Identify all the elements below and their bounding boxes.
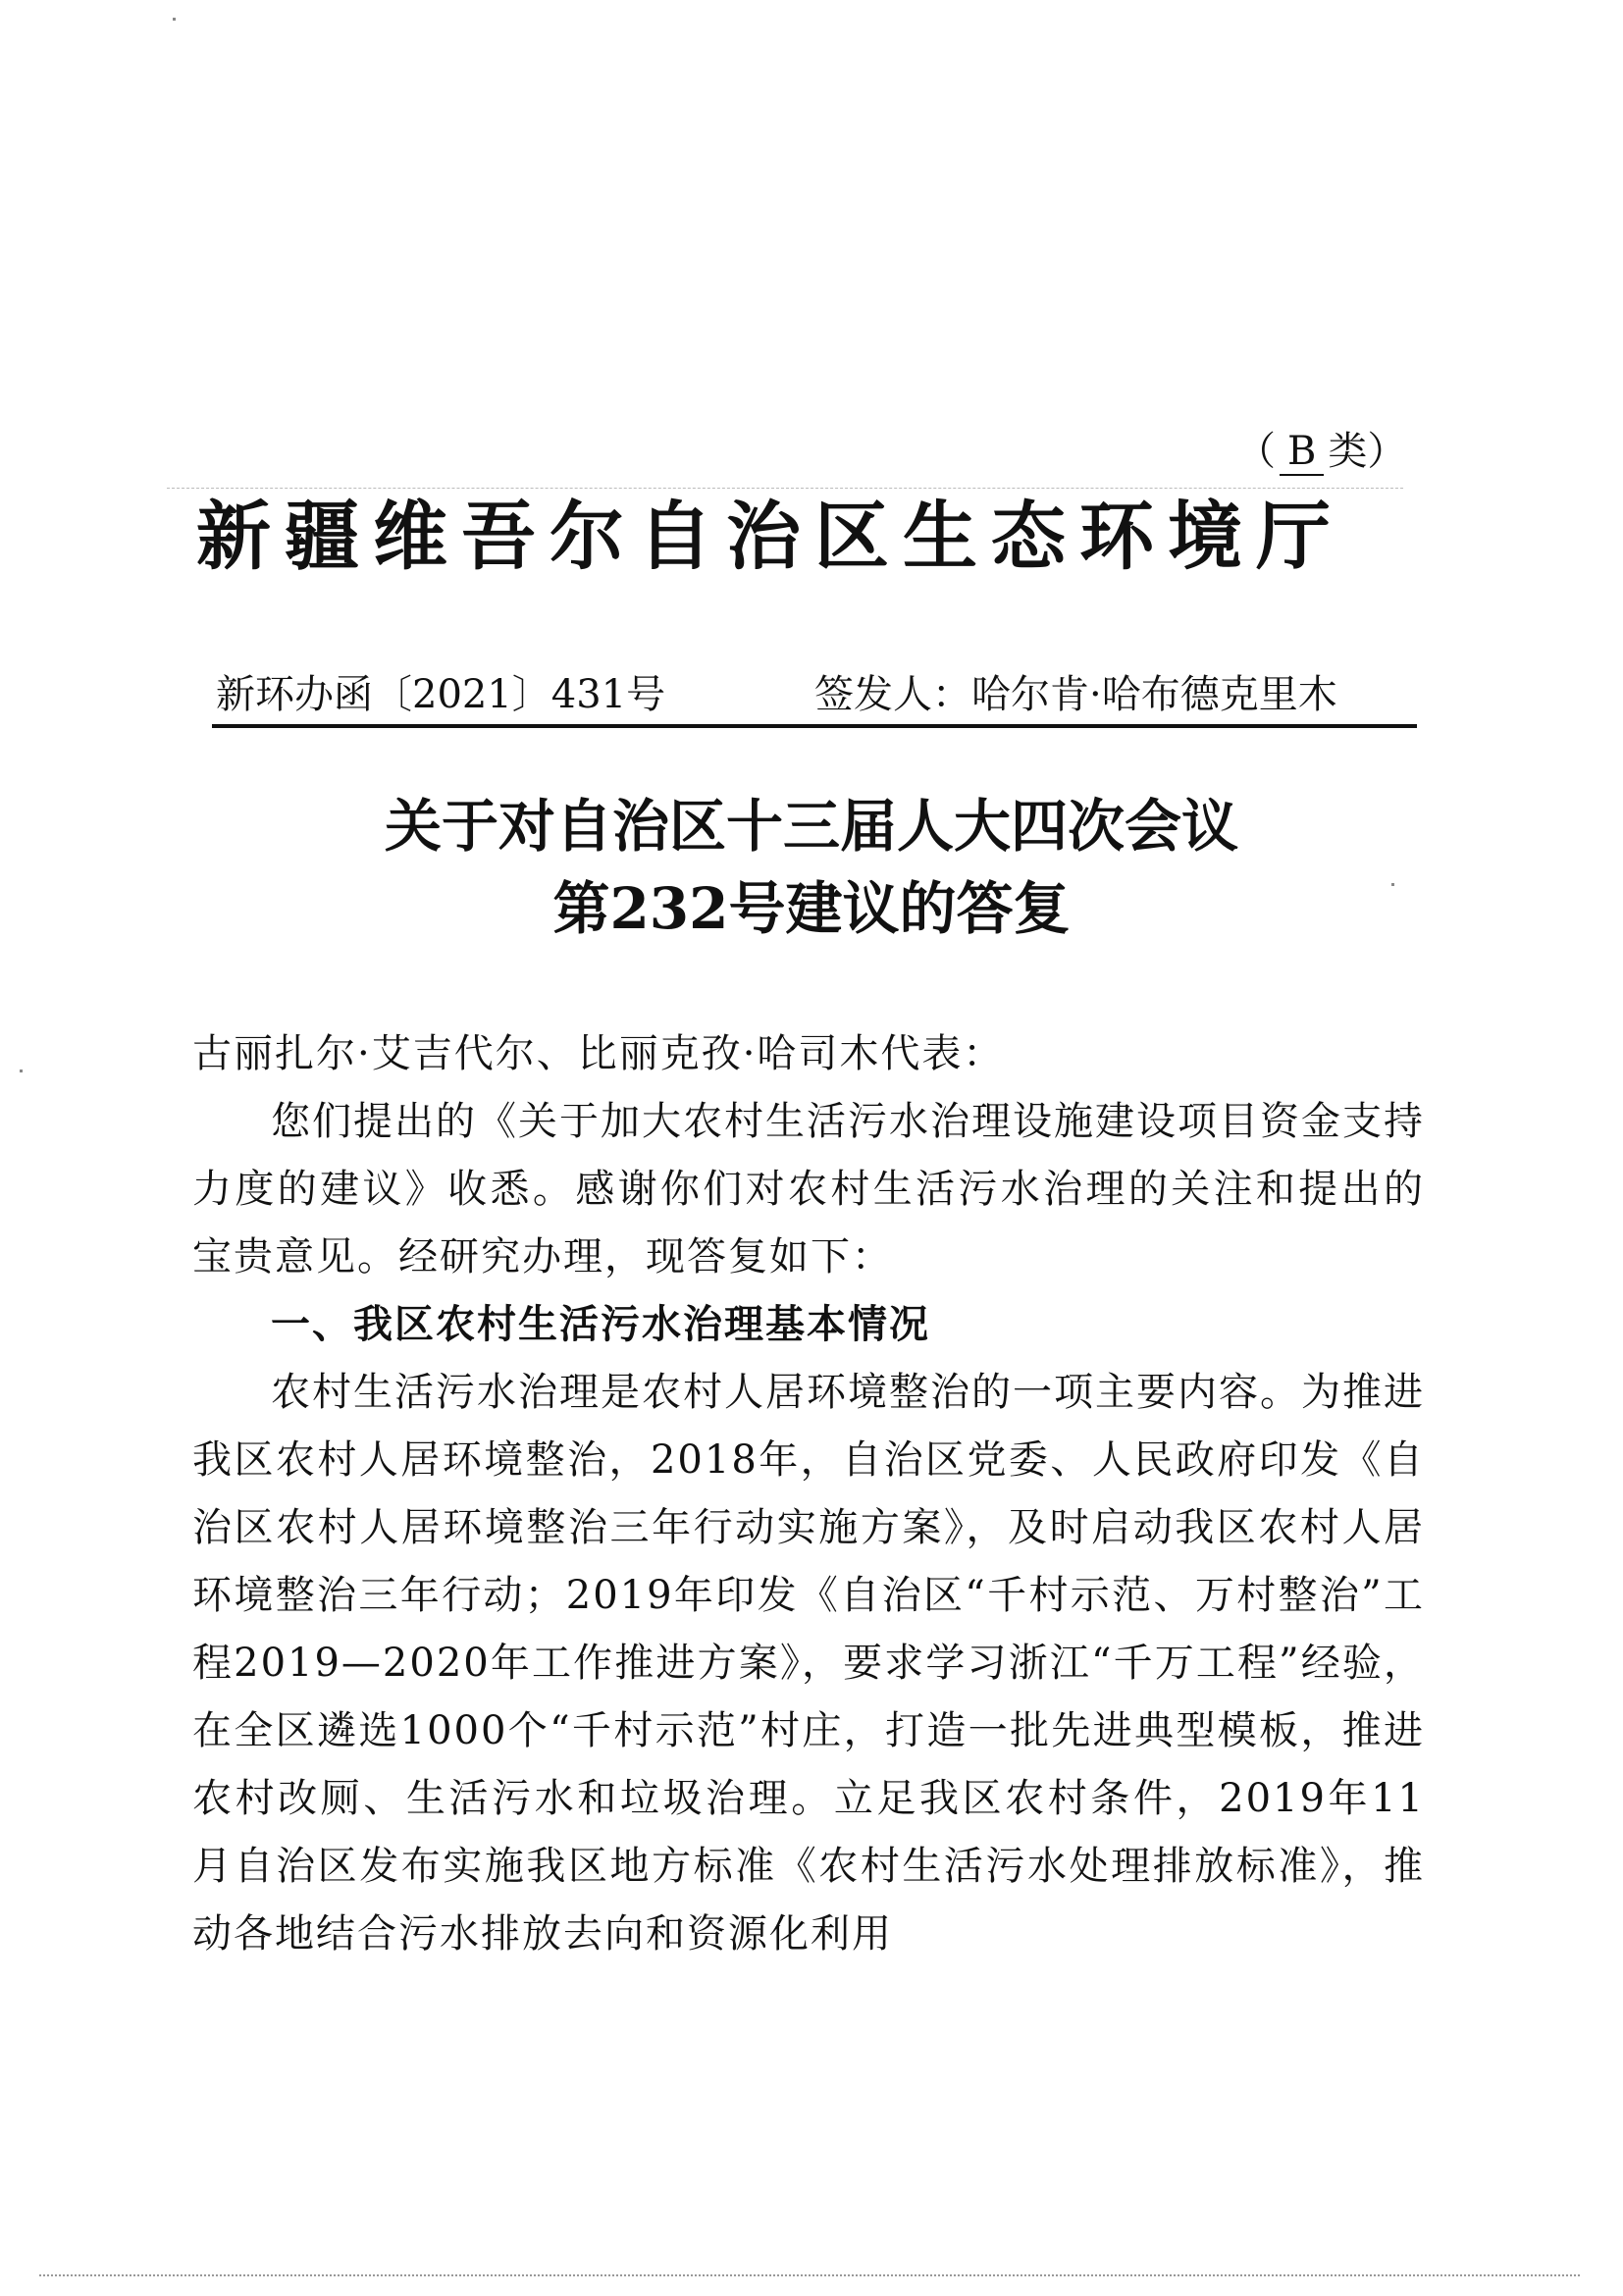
- scan-artifact-dot: [20, 1070, 23, 1072]
- title-line-2: 第232号建议的答复: [552, 875, 1071, 942]
- classification-open: （: [1236, 429, 1276, 474]
- document-title: [157, 785, 1466, 950]
- scan-artifact-dot: [1391, 883, 1394, 886]
- classification-grade: B: [1280, 429, 1324, 476]
- salutation: 古丽扎尔·艾吉代尔、比丽克孜·哈司木代表：: [192, 1031, 1005, 1076]
- header-divider: [212, 724, 1417, 728]
- title-line-1: 关于对自治区十三届人大四次会议: [384, 793, 1238, 860]
- signer: 签发人：哈尔肯·哈布德克里木: [814, 672, 1337, 717]
- document-meta: [216, 663, 1413, 722]
- org-title: 新疆维吾尔自治区生态环境厅: [196, 493, 1344, 580]
- classification-mark: [1236, 420, 1413, 476]
- scan-artifact-dot: [173, 18, 176, 21]
- classification-label: 类）: [1328, 429, 1407, 474]
- document-body: [192, 1020, 1425, 1968]
- section-1-heading: 一、我区农村生活污水治理基本情况: [271, 1302, 930, 1347]
- paragraph-2: 农村生活污水治理是农村人居环境整治的一项主要内容。为推进我区农村人居环境整治，2018年，自治区党委、人民政府印发《自治区农村人居环境整治三年行动实施方案》，及时启动我区农村人居环境整治三年行动；2019年印发《自治区“千村示范、万村整治”工程2019—2020年工作推进方案》，要求学习浙江“千万工程”经验，在全区遴选1000个“千村示范”村庄，打造一批先进典型模板，推进农村改厕、生活污水和垃圾治理。立足我区农村条件，2019年11月自治区发布实施我区地方标准《农村生活污水处理排放标准》，推动各地结合污水排放去向和资源化利用: [192, 1370, 1425, 1957]
- document-number: 新环办函〔2021〕431号: [216, 672, 666, 717]
- scan-artifact-footer: [39, 2274, 1580, 2276]
- paragraph-1: 您们提出的《关于加大农村生活污水治理设施建设项目资金支持力度的建议》收悉。感谢你们对农村生活污水治理的关注和提出的宝贵意见。经研究办理，现答复如下：: [192, 1099, 1425, 1279]
